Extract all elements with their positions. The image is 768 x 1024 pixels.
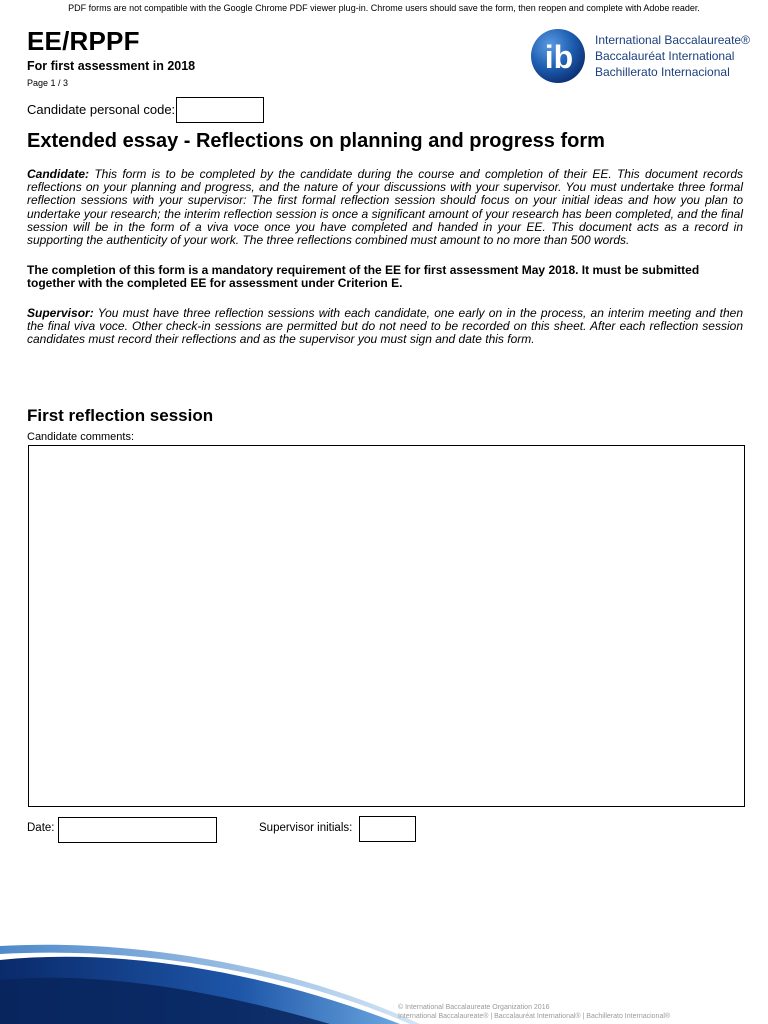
footer-copyright xyxy=(398,1003,670,1021)
copyright-line: © International Baccalaureate Organization 2016 xyxy=(398,1004,550,1011)
supervisor-lead: Supervisor: xyxy=(27,306,94,320)
trademark-line: International Baccalaureate® | Baccalauréat International® | Bachillerato Internacional® xyxy=(398,1013,671,1020)
candidate-code-label: Candidate personal code: xyxy=(27,102,176,117)
ib-logo xyxy=(530,28,750,86)
ib-globe-icon xyxy=(530,28,586,84)
form-title: Extended essay - Reflections on planning and progress form xyxy=(27,130,605,152)
comments-label: Candidate comments: xyxy=(27,431,134,443)
candidate-code-input[interactable] xyxy=(176,97,264,123)
logo-line-spanish: Bachillerato Internacional xyxy=(595,65,730,79)
form-code: EE/RPPF xyxy=(27,26,140,56)
logo-line-french: Baccalauréat International xyxy=(595,49,735,63)
mandatory-requirement: The completion of this form is a mandatory requirement of the EE for first assessment May 2018. It must be submitted together with the completed EE for assessment under Criterion E. xyxy=(27,263,700,291)
ib-glyph: ib xyxy=(544,39,574,75)
page-number: Page 1 / 3 xyxy=(27,78,69,88)
logo-line-english: International Baccalaureate® xyxy=(595,33,750,47)
section-title: First reflection session xyxy=(27,406,214,425)
assessment-subtitle: For first assessment in 2018 xyxy=(27,59,196,73)
candidate-comments-textarea[interactable] xyxy=(28,445,745,807)
candidate-lead: Candidate: xyxy=(27,167,90,181)
date-input[interactable] xyxy=(58,817,217,843)
date-label: Date: xyxy=(27,822,55,834)
candidate-instructions xyxy=(27,168,743,247)
ib-logo-text xyxy=(595,32,750,80)
candidate-instructions-text: This form is to be completed by the candidate during the course and completion of their EE. This document records reflections on your planning and progress, and the nature of your discussions with your supervisor. You must undertake three formal reflection sessions with your supervisor: The first formal reflection session should focus on your initial ideas and how you plan to undertake your research; the interim reflection session is once a significant amount of your research has been completed, and the final session will be in the form of a viva voce once you have completed and handed in your EE. This document acts as a record in supporting the authenticity of your work. The three reflections combined must amount to no more than 500 words. xyxy=(27,167,743,248)
supervisor-initials-label: Supervisor initials: xyxy=(259,822,353,834)
pdf-compatibility-notice: PDF forms are not compatible with the Google Chrome PDF viewer plug-in. Chrome users should save the form, then reopen and complete with Adobe reader. xyxy=(68,3,700,13)
supervisor-instructions-text: You must have three reflection sessions with each candidate, one early on in the process, an interim meeting and then the final viva voce. Other check-in sessions are permitted but do not need to be recorded on this sheet. After each reflection session candidates must record their reflections and as the supervisor you must sign and date this form. xyxy=(27,306,743,347)
supervisor-instructions xyxy=(27,307,743,347)
supervisor-initials-input[interactable] xyxy=(359,816,416,842)
